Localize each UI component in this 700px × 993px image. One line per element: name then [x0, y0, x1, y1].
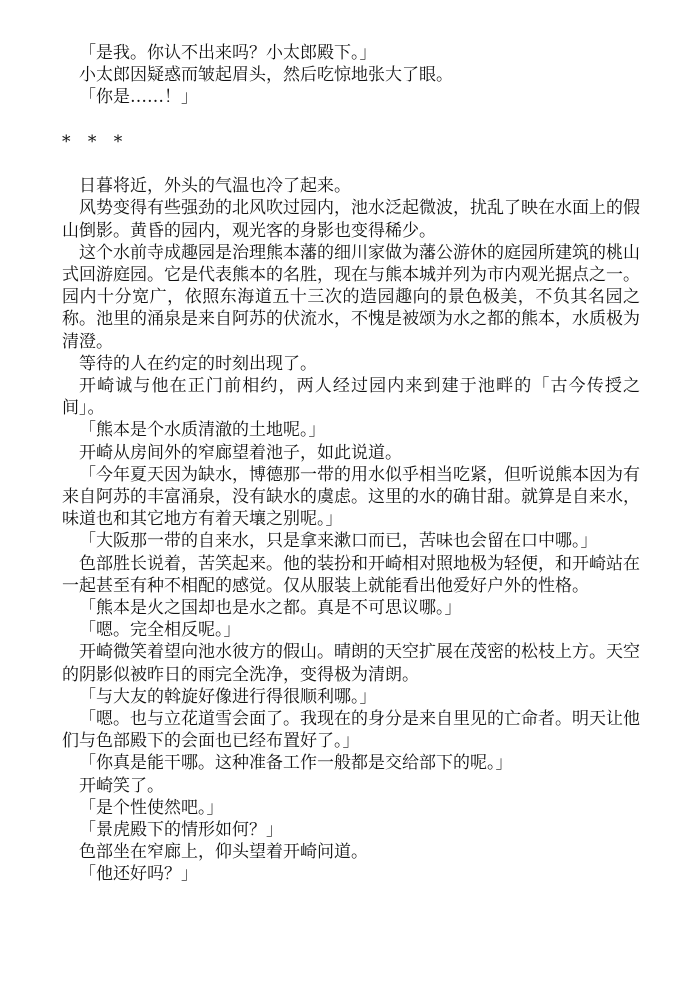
paragraph: 这个水前寺成趣园是治理熊本藩的细川家做为藩公游休的庭园所建筑的桃山式回游庭园。它是代表熊本的名胜，现在与熊本城并列为市内观光据点之一。园内十分宽广，依照东海道五十三次的造园趣向的景色极美，不负其名园之称。池里的涌泉是来自阿苏的伏流水，不愧是被颂为水之都的熊本，水质极为清澄。: [62, 242, 640, 352]
scene-separator: * * *: [62, 131, 129, 152]
paragraph: 「是我。你认不出来吗？小太郎殿下。」: [79, 43, 377, 63]
paragraph: 「他还好吗？」: [79, 864, 198, 885]
paragraph: 「大阪那一带的自来水，只是拿来漱口而已，苦味也会留在口中哪。」: [79, 531, 598, 552]
paragraph: 色部坐在窄廊上，仰头望着开崎问道。: [79, 842, 368, 863]
paragraph: 开崎从房间外的窄廊望着池子，如此说道。: [79, 442, 402, 463]
paragraph: 「是个性使然吧。」: [79, 797, 224, 818]
paragraph: 「熊本是个水质清澈的土地呢。」: [79, 420, 326, 441]
paragraph: 风势变得有些强劲的北风吹过园内，池水泛起微波，扰乱了映在水面上的假山倒影。黄昏的园内，观光客的身影也变得稀少。: [62, 198, 640, 241]
paragraph: 「熊本是火之国却也是水之都。真是不可思议哪。」: [79, 598, 462, 619]
paragraph: 「今年夏天因为缺水，博德那一带的用水似乎相当吃紧，但听说熊本因为有来自阿苏的丰富涌泉，没有缺水的虞虑。这里的水的确甘甜。就算是自来水，味道也和其它地方有着天壤之别呢。」: [62, 464, 640, 530]
document-page: [62, 42, 640, 886]
paragraph: 色部胜长说着，苦笑起来。他的装扮和开崎相对照地极为轻便，和开崎站在一起甚至有种不相配的感觉。仅从服装上就能看出他爱好户外的性格。: [62, 553, 640, 596]
paragraph: 日暮将近，外头的气温也冷了起来。: [79, 176, 351, 197]
paragraph: 「你是……！」: [79, 87, 198, 108]
paragraph: 等待的人在约定的时刻出现了。: [79, 353, 317, 374]
paragraph: 开崎微笑着望向池水彼方的假山。晴朗的天空扩展在茂密的松枝上方。天空的阴影似被昨日的雨完全洗净，变得极为清朗。: [62, 642, 640, 685]
paragraph: 「景虎殿下的情形如何？」: [79, 820, 283, 841]
paragraph: 开崎诚与他在正门前相约，两人经过园内来到建于池畔的「古今传授之间」。: [62, 376, 640, 419]
paragraph: 小太郎因疑惑而皱起眉头，然后吃惊地张大了眼。: [79, 65, 453, 86]
paragraph: 「与大友的斡旋好像进行得很顺利哪。」: [79, 686, 377, 707]
paragraph: 「嗯。完全相反呢。」: [79, 620, 241, 641]
paragraph: 开崎笑了。: [79, 775, 164, 796]
paragraph: 「你真是能干哪。这种准备工作一般都是交给部下的呢。」: [79, 753, 513, 774]
paragraph: 「嗯。也与立花道雪会面了。我现在的身分是来自里见的亡命者。明天让他们与色部殿下的会面也已经布置好了。」: [62, 709, 640, 752]
